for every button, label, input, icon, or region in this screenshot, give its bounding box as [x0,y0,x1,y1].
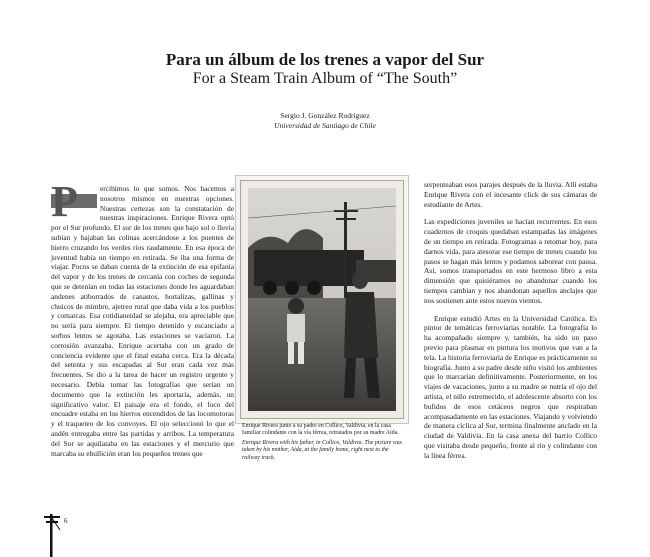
page-number: 6 [64,517,68,525]
title-english: For a Steam Train Album of “The South” [192,70,458,87]
train-signal-icon [42,510,62,557]
author-affiliation: Universidad de Santiago de Chile [274,121,376,130]
train-photo-image [248,188,396,411]
paragraph: Las expediciones juveniles se hacían recurrentes. En esos cuadernos de croquis quedaban estampadas las imágenes de un tiempo en retirada. Fotogramas a retomar hoy, para darnos vida, para atesorar ese tiempo de trenes cuando los pasos se hagan más lentos y podamos saborear con pausa. Así, somos transportados en este hermoso libro a esta dimensión que quisiéramos no abandonar cuando los tiempos cambian y nos abandonan aquellos anclajes que nos sostienen ante estos nuevos vientos. [424,217,597,305]
text-column-right [424,180,597,469]
author-name: Sergio J. González Rodríguez [280,111,370,120]
caption-english: Enrique Rivera with his father, in Collico, Valdivia. The picture was taken by his mother, Aída, at the family home, right next to the railway track. [242,439,402,461]
paragraph-text: ercibimos lo que somos. Nos hacemos a nosotros mismos en nuestras opciones. Nuestras certezas son la constatación de nuestras inspiraciones. Enrique Rivera optó por el Sur profundo. El sur de los trenes que bajo sol o lluvia subían y bajaban las colinas acercándose a los puentes de hierro cruzando los verdes ríos raudamente. En esa época de juventud había un tiempo en retirada. Se iba una forma de viajar. Pocos se daban cuenta de la extinción de esa epifanía del vapor y de los trenes de cercanía con coches de segunda que se detenían en todas las estaciones donde les aguardaban andenes atiborrados de canastos, hortalizas, gallinas y chuicos de mimbre, ajetreo rural que daba vida a los pueblos y comarcas. Esa cotidianeidad se alejaba, era apreciable que no sería para siempre. El tiempo detenido y escanciado a sorbos lentos se agotaba. Las estaciones se vaciaron. La corrosión avanzaba. Enrique acertaba con un grado de conciencia evidente que el final estaba cerca. Era la década del setenta y sus escapadas al Sur eran cada vez más frecuentes. Se dio a la tarea de hacer un registro urgente y necesario. Debía tomar las fotografías que serían un documento que la extinción les aportaría, además, un significativo valor. El paisaje era el fondo, el foco del encuadre estaba en los hierros encendidos de las locomotoras y el traqueteo de los convoyes. El ojo seleccionó lo que el andén entregaba entre las partidas y arribos. La temperatura del Sur se aquilataba en las estaciones y el mercurio que marcaba su ebullición eran los pequeños trenes que [51,184,234,458]
paragraph [51,177,234,458]
photo-frame [240,180,404,419]
caption-spanish: Enrique Rivera junto a su padre en Collico, Valdivia, en la casa familiar colindante con la vía férrea, retratados por su madre Aída. [242,423,399,437]
paragraph: serpenteaban esos parajes después de la lluvia. Allí estaba Enrique Rivera con el incesante click de sus cámaras de estudiante de Artes. [424,180,597,209]
paragraph: Enrique estudió Artes en la Universidad Católica. Es pintor de temáticas ferroviarias notable. La fotografía lo ha acompañado siempre y, también, ha sido un paso previo para plasmar en pintura los motivos que van a la tela. La historia ferroviaria de Enrique es prácticamente su biografía. Junto a su padre desde niño visitó los ambientes que lo marcarían definitivamente. Posteriormente, en los viajes de vacaciones, junto a su madre se nutría el ojo del artista, el niño estremecido, el adolescente absorto con los bufidos de esos cetáceos negros que respiraban acompasadamente en las estaciones. Viajando y volviendo de manera cíclica al Sur, termina finalmente anclado en la ciudad de Valdivia. En la casa anexa del barrio Collico que visitaba desde pequeño, frente al río y colindante con la línea férrea. [424,313,597,460]
text-column-left [51,177,234,466]
drop-cap [51,177,97,226]
title-spanish: Para un álbum de los trenes a vapor del Sur [165,50,485,69]
photo-caption [242,423,404,462]
drop-cap-letter: P [51,177,78,226]
